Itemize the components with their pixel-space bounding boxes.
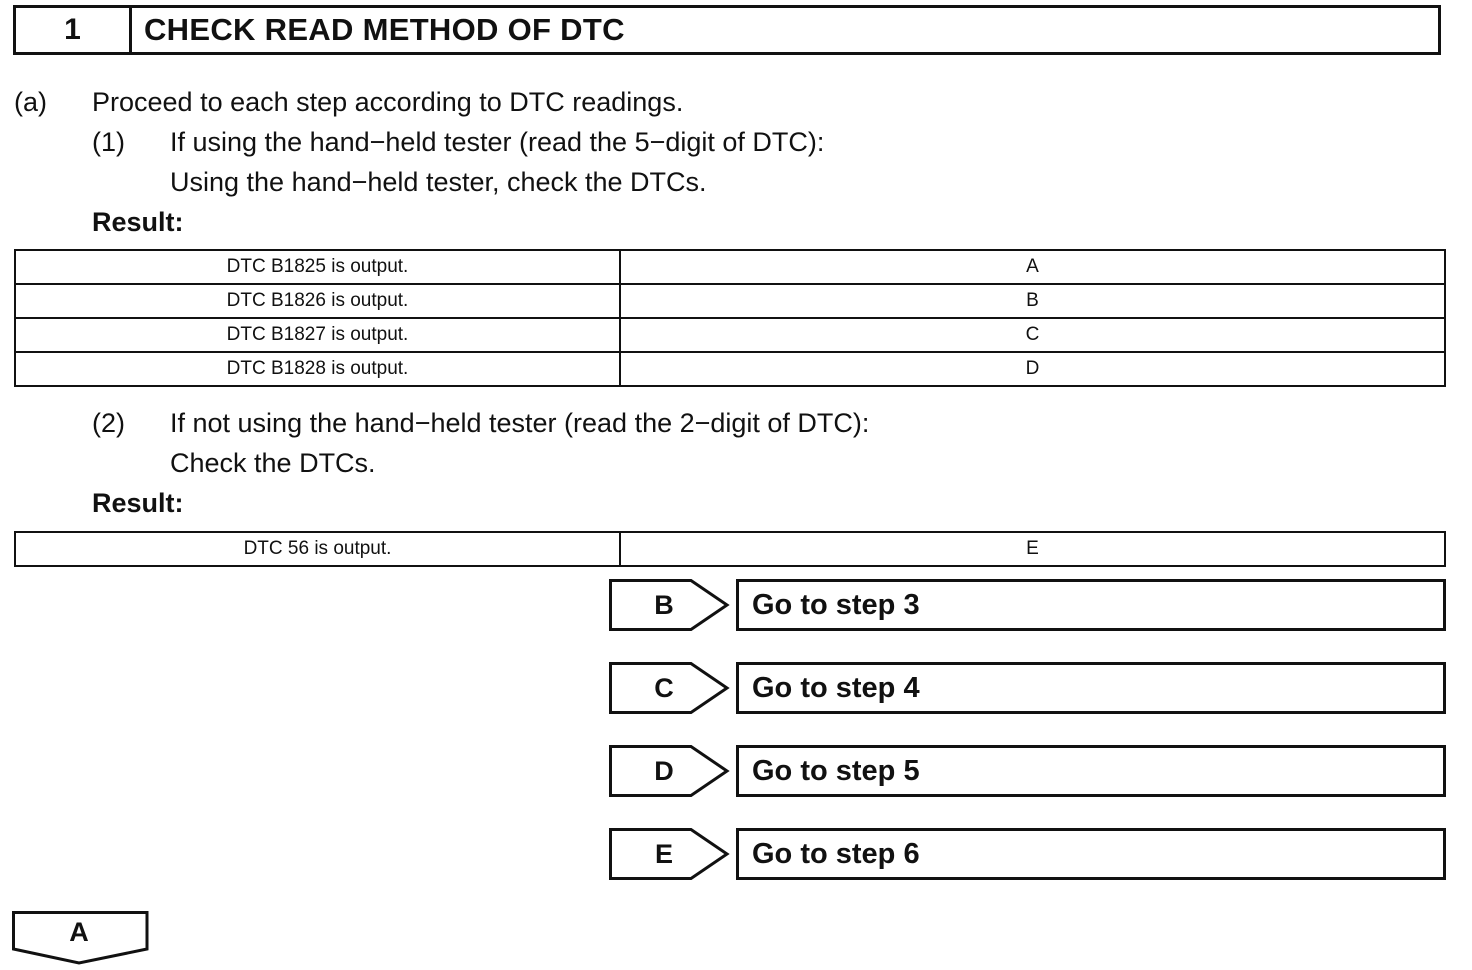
- sub1-marker: (1): [92, 127, 125, 157]
- condition-cell: DTC B1826 is output.: [15, 284, 620, 318]
- result-cell: D: [620, 352, 1445, 386]
- result-label-1: Result:: [92, 207, 184, 237]
- result-label-2: Result:: [92, 488, 184, 518]
- sub1-line2: Using the hand−held tester, check the DTCs.: [170, 167, 707, 197]
- result-cell: C: [620, 318, 1445, 352]
- step-title: CHECK READ METHOD OF DTC: [144, 12, 625, 47]
- condition-cell: DTC B1825 is output.: [15, 250, 620, 284]
- branch-letter: D: [654, 755, 674, 786]
- sub2-marker: (2): [92, 408, 125, 438]
- result-cell: B: [620, 284, 1445, 318]
- step-number: 1: [16, 8, 132, 52]
- condition-cell: DTC B1827 is output.: [15, 318, 620, 352]
- sub2-line1: If not using the hand−held tester (read the 2−digit of DTC):: [170, 408, 870, 438]
- result-cell: E: [620, 532, 1445, 566]
- branch-action: Go to step 6: [736, 828, 1446, 880]
- intro-marker: (a): [14, 87, 47, 117]
- branch-letter: B: [654, 589, 674, 620]
- branch-letter: C: [654, 672, 674, 703]
- step-header: [13, 5, 1441, 55]
- result-table-1: [14, 249, 1446, 387]
- branch-tag: [609, 745, 731, 797]
- result-cell: A: [620, 250, 1445, 284]
- table-row: [15, 284, 1445, 318]
- table-row: [15, 532, 1445, 566]
- branch-action: Go to step 3: [736, 579, 1446, 631]
- intro-text: Proceed to each step according to DTC readings.: [92, 87, 684, 117]
- branch-action: Go to step 5: [736, 745, 1446, 797]
- condition-cell: DTC 56 is output.: [15, 532, 620, 566]
- sub1-line1: If using the hand−held tester (read the 5−digit of DTC):: [170, 127, 825, 157]
- branch-action: Go to step 4: [736, 662, 1446, 714]
- table-row: [15, 352, 1445, 386]
- table-row: [15, 250, 1445, 284]
- continue-letter: A: [69, 917, 89, 947]
- sub2-line2: Check the DTCs.: [170, 448, 376, 478]
- condition-cell: DTC B1828 is output.: [15, 352, 620, 386]
- branch-tag: [609, 579, 731, 631]
- continue-tag-a[interactable]: [12, 911, 150, 965]
- branch-tag: [609, 662, 731, 714]
- branch-tag: [609, 828, 731, 880]
- branch-letter: E: [654, 838, 673, 869]
- result-table-2: [14, 531, 1446, 567]
- table-row: [15, 318, 1445, 352]
